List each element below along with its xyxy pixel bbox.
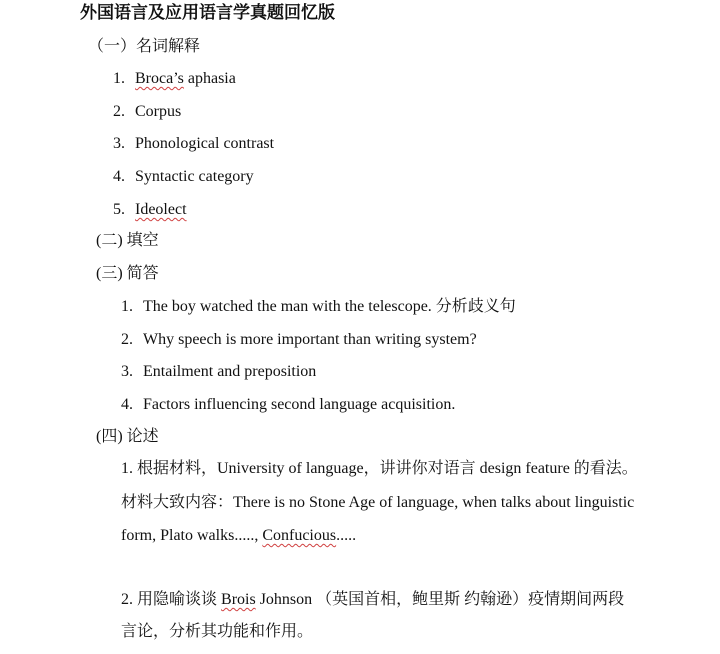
list-item xyxy=(113,69,236,89)
list-item xyxy=(121,395,455,415)
item-text-flagged: Broca’s xyxy=(135,70,184,87)
item-number: 2. xyxy=(121,331,133,348)
item-text: Phonological contrast xyxy=(135,135,275,152)
item-text: aphasia xyxy=(183,70,236,87)
paragraph-text-flagged: Brois xyxy=(221,591,256,608)
list-item xyxy=(121,297,516,317)
item-number: 5. xyxy=(113,201,125,218)
paragraph-text-flagged: Confucious xyxy=(262,527,337,544)
paragraph-line: 言论，分析其功能和作用。 xyxy=(121,623,314,640)
section-heading-4: (四) 论述 xyxy=(96,428,159,445)
item-number: 4. xyxy=(121,396,133,413)
list-item xyxy=(113,167,254,187)
list-item xyxy=(113,200,187,220)
paragraph-line: 1. 根据材料，University of language，讲讲你对语言 design feature 的看法。 xyxy=(121,460,638,477)
item-number: 3. xyxy=(113,135,125,152)
document-title: 外国语言及应用语言学真题回忆版 xyxy=(80,3,335,23)
paragraph-text: Johnson （英国首相，鲍里斯 约翰逊）疫情期间两段 xyxy=(255,591,625,608)
list-item xyxy=(121,362,316,382)
item-text: The boy watched the man with the telescope. 分析歧义句 xyxy=(143,298,516,315)
item-text: Factors influencing second language acquisition. xyxy=(143,396,456,413)
section-heading-3: (三) 简答 xyxy=(96,265,159,282)
list-item xyxy=(121,330,477,350)
item-text-flagged: Ideolect xyxy=(135,201,187,218)
paragraph-text: 2. 用隐喻谈谈 xyxy=(121,591,222,608)
list-item xyxy=(113,102,181,122)
item-text: Why speech is more important than writing system? xyxy=(143,331,477,348)
item-number: 1. xyxy=(121,298,133,315)
paragraph-line xyxy=(121,590,624,610)
list-item xyxy=(113,134,274,154)
paragraph-text: form, Plato walks....., xyxy=(121,527,263,544)
paragraph-text: ..... xyxy=(336,527,357,544)
item-text: Corpus xyxy=(135,103,182,120)
paragraph-line xyxy=(121,526,356,546)
section-heading-2: (二) 填空 xyxy=(96,232,159,249)
item-number: 2. xyxy=(113,103,125,120)
section-heading-1: （一）名词解释 xyxy=(88,38,201,55)
item-text: Entailment and preposition xyxy=(143,363,317,380)
item-number: 1. xyxy=(113,70,125,87)
item-number: 4. xyxy=(113,168,125,185)
item-text: Syntactic category xyxy=(135,168,254,185)
paragraph-line: 材料大致内容：There is no Stone Age of language, when talks about linguistic xyxy=(121,494,635,511)
item-number: 3. xyxy=(121,363,133,380)
